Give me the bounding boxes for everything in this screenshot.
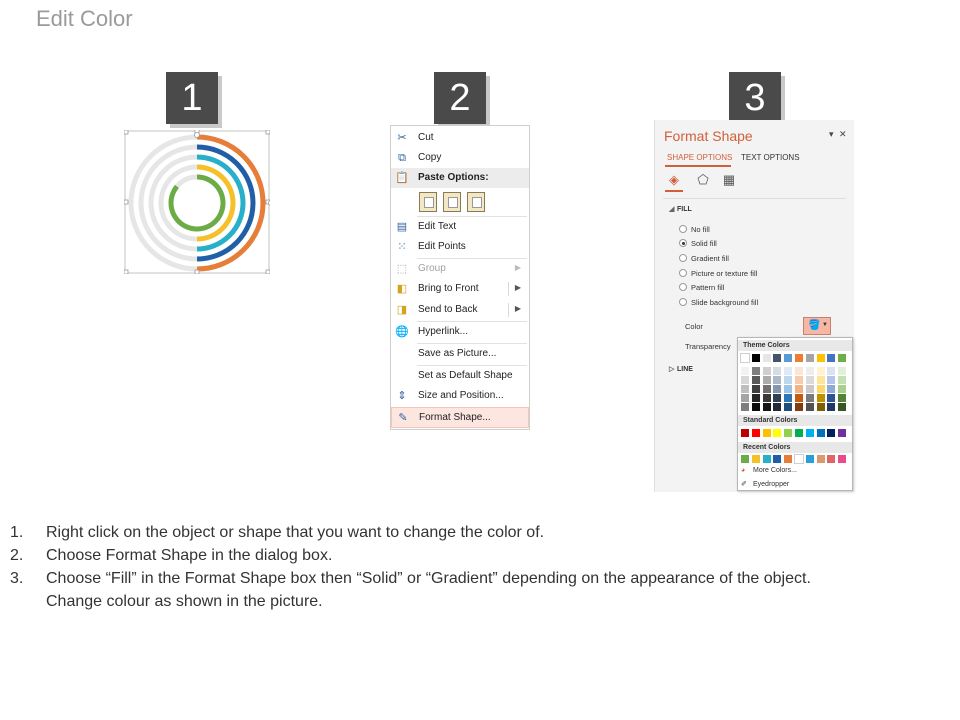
- theme-color-swatch[interactable]: [817, 354, 825, 362]
- theme-color-swatch[interactable]: [763, 354, 771, 362]
- handle-top-left: [124, 130, 128, 134]
- standard-color-swatch[interactable]: [752, 429, 760, 437]
- theme-shade-swatch[interactable]: [827, 403, 835, 411]
- paste-keep-formatting-icon[interactable]: [419, 192, 437, 212]
- theme-shade-swatch[interactable]: [795, 403, 803, 411]
- radio-button[interactable]: [679, 269, 687, 277]
- menu-item-bring-to-front[interactable]: [391, 279, 529, 299]
- color-picker-dropdown: [737, 337, 853, 491]
- radio-label: Pattern fill: [691, 283, 725, 292]
- theme-shade-swatch[interactable]: [827, 394, 835, 402]
- theme-shade-swatch[interactable]: [763, 385, 771, 393]
- radio-label: Slide background fill: [691, 298, 759, 307]
- standard-color-swatch[interactable]: [806, 429, 814, 437]
- menu-item-label: Set as Default Shape: [418, 370, 513, 381]
- step-badge-2: 2: [434, 72, 486, 124]
- theme-shade-swatch[interactable]: [827, 376, 835, 384]
- theme-shade-swatch[interactable]: [806, 376, 814, 384]
- theme-shade-swatch[interactable]: [763, 403, 771, 411]
- menu-item-hyperlink[interactable]: [391, 322, 529, 342]
- instruction-text: Right click on the object or shape that you want to change the color of.: [46, 524, 545, 541]
- recent-color-swatch[interactable]: [795, 455, 803, 463]
- theme-shade-swatch[interactable]: [795, 385, 803, 393]
- theme-shade-swatch[interactable]: [838, 403, 846, 411]
- menu-item-label: Format Shape...: [419, 412, 491, 423]
- page-title: Edit Color: [36, 6, 133, 31]
- ring-teal: [197, 157, 243, 249]
- theme-shade-swatch[interactable]: [817, 385, 825, 393]
- step-badge-3: 3: [729, 72, 781, 124]
- instructions-list: [10, 521, 950, 613]
- donut-graphic: [124, 130, 270, 274]
- eyedropper-icon: ✐: [741, 481, 747, 488]
- format-shape-icon: ✎: [398, 412, 408, 424]
- step-badge-1: 1: [166, 72, 218, 124]
- instruction-item: [10, 590, 950, 613]
- standard-color-swatch[interactable]: [773, 429, 781, 437]
- color-label: Color: [685, 322, 703, 331]
- line-section-header[interactable]: [669, 365, 693, 373]
- instruction-text: Choose Format Shape in the dialog box.: [46, 547, 333, 564]
- handle-top-right: [266, 130, 270, 134]
- theme-shade-swatch[interactable]: [763, 394, 771, 402]
- radio-label: Solid fill: [691, 239, 717, 248]
- menu-item-cut[interactable]: [391, 128, 529, 148]
- standard-color-swatch[interactable]: [795, 429, 803, 437]
- recent-color-swatch[interactable]: [838, 455, 846, 463]
- radio-button[interactable]: [679, 239, 687, 247]
- theme-shade-swatch[interactable]: [817, 367, 825, 375]
- instruction-item: [10, 544, 950, 567]
- theme-colors-header: Theme Colors: [738, 340, 852, 351]
- theme-color-swatch[interactable]: [838, 354, 846, 362]
- paste-picture-icon[interactable]: [467, 192, 485, 212]
- handle-bottom: [195, 270, 199, 274]
- theme-shade-swatch[interactable]: [817, 394, 825, 402]
- send-back-icon: ◨: [396, 304, 408, 316]
- selection-handles: [124, 130, 270, 274]
- theme-shade-swatch[interactable]: [741, 385, 749, 393]
- size-position-icon: ⇕: [397, 390, 407, 402]
- handle-bottom-right: [266, 270, 270, 274]
- theme-shade-swatch[interactable]: [784, 376, 792, 384]
- radio-button[interactable]: [679, 225, 687, 233]
- more-colors-link[interactable]: [741, 467, 797, 474]
- theme-shade-swatch[interactable]: [763, 367, 771, 375]
- menu-item-label: Send to Back: [418, 304, 478, 315]
- menu-item-edit-points[interactable]: [391, 237, 529, 257]
- theme-color-swatch[interactable]: [741, 354, 749, 362]
- submenu-arrow-icon: ▶: [514, 263, 521, 272]
- theme-shade-swatch[interactable]: [784, 403, 792, 411]
- fill-line-icon[interactable]: ◈: [669, 172, 679, 187]
- theme-shade-swatch[interactable]: [773, 394, 781, 402]
- recent-color-swatch[interactable]: [763, 455, 771, 463]
- standard-color-swatch[interactable]: [838, 429, 846, 437]
- menu-item-save-as-picture[interactable]: [391, 344, 529, 364]
- menu-item-label: Group: [418, 263, 446, 274]
- theme-color-swatch[interactable]: [773, 354, 781, 362]
- recent-color-swatch[interactable]: [784, 455, 792, 463]
- selected-donut-shape[interactable]: [124, 130, 270, 274]
- radio-label: No fill: [691, 225, 710, 234]
- radio-button[interactable]: [679, 283, 687, 291]
- handle-left: [124, 200, 128, 204]
- submenu-arrow-icon: ▶: [514, 283, 521, 292]
- theme-shade-swatch[interactable]: [763, 376, 771, 384]
- theme-shade-swatch[interactable]: [784, 394, 792, 402]
- menu-item-edit-text[interactable]: [391, 217, 529, 237]
- hyperlink-icon: 🌐: [395, 326, 409, 338]
- pane-options-dropdown-icon[interactable]: ▾: [829, 129, 834, 139]
- menu-item-group[interactable]: [391, 259, 529, 279]
- theme-shade-swatch[interactable]: [752, 394, 760, 402]
- menu-item-label: Cut: [418, 132, 434, 143]
- instruction-number: 3.: [10, 570, 24, 587]
- theme-shade-swatch[interactable]: [806, 367, 814, 375]
- menu-item-label: Save as Picture...: [418, 348, 497, 359]
- theme-color-swatch[interactable]: [806, 354, 814, 362]
- theme-shade-swatch[interactable]: [795, 376, 803, 384]
- theme-shade-swatch[interactable]: [838, 367, 846, 375]
- effects-icon[interactable]: ⬠: [697, 172, 709, 187]
- recent-color-swatch[interactable]: [827, 455, 835, 463]
- theme-shade-swatch[interactable]: [806, 385, 814, 393]
- theme-shade-swatch[interactable]: [752, 403, 760, 411]
- theme-shade-swatch[interactable]: [773, 376, 781, 384]
- menu-item-set-default-shape[interactable]: [391, 366, 529, 386]
- theme-shade-swatch[interactable]: [773, 403, 781, 411]
- standard-color-swatch[interactable]: [763, 429, 771, 437]
- recent-color-swatch[interactable]: [741, 455, 749, 463]
- paint-bucket-icon: 🪣: [808, 320, 821, 331]
- menu-item-size-position[interactable]: [391, 386, 529, 406]
- rotate-handle: [195, 133, 200, 138]
- recent-colors-header: Recent Colors: [738, 442, 852, 453]
- menu-item-copy[interactable]: [391, 148, 529, 168]
- menu-item-label: Paste Options:: [418, 172, 489, 183]
- theme-shade-swatch[interactable]: [752, 376, 760, 384]
- bring-front-icon: ◧: [396, 283, 408, 295]
- recent-color-swatch[interactable]: [806, 455, 814, 463]
- recent-color-swatch[interactable]: [773, 455, 781, 463]
- context-menu: [390, 125, 530, 430]
- theme-shade-swatch[interactable]: [784, 367, 792, 375]
- radio-label: Gradient fill: [691, 254, 729, 263]
- eyedropper-link[interactable]: [741, 480, 789, 488]
- standard-color-swatch[interactable]: [741, 429, 749, 437]
- theme-shade-swatch[interactable]: [817, 403, 825, 411]
- edit-points-icon: ⁙: [397, 241, 407, 253]
- menu-item-label: Bring to Front: [418, 283, 479, 294]
- theme-shade-swatch[interactable]: [838, 394, 846, 402]
- tab-text-options[interactable]: TEXT OPTIONS: [741, 153, 800, 162]
- standard-color-swatch[interactable]: [784, 429, 792, 437]
- theme-shade-swatch[interactable]: [817, 376, 825, 384]
- menu-heading-paste-options: [391, 168, 529, 188]
- transparency-label: Transparency: [685, 342, 731, 351]
- menu-item-label: Size and Position...: [418, 390, 504, 401]
- theme-shade-swatch[interactable]: [741, 376, 749, 384]
- theme-shade-swatch[interactable]: [806, 403, 814, 411]
- standard-colors-header: Standard Colors: [738, 415, 852, 426]
- copy-icon: ⧉: [398, 152, 406, 164]
- color-wheel-icon: ◕: [741, 467, 746, 474]
- recent-color-swatch[interactable]: [817, 455, 825, 463]
- theme-shade-swatch[interactable]: [741, 367, 749, 375]
- instruction-text: Change colour as shown in the picture.: [46, 593, 323, 610]
- theme-shade-swatch[interactable]: [806, 394, 814, 402]
- color-dropdown-button[interactable]: [803, 317, 831, 335]
- link-label: More Colors...: [753, 467, 797, 474]
- instruction-number: 2.: [10, 547, 24, 564]
- adjust-handle: [269, 201, 271, 206]
- theme-shade-swatch[interactable]: [773, 385, 781, 393]
- pane-title: Format Shape: [664, 128, 753, 144]
- tab-shape-options[interactable]: SHAPE OPTIONS: [667, 153, 733, 162]
- section-label: FILL: [677, 206, 692, 213]
- standard-color-swatch[interactable]: [827, 429, 835, 437]
- theme-shade-swatch[interactable]: [795, 394, 803, 402]
- theme-shade-swatch[interactable]: [741, 394, 749, 402]
- paste-icon: 📋: [395, 172, 409, 184]
- instruction-item: [10, 567, 950, 590]
- section-label: LINE: [677, 366, 693, 373]
- menu-item-label: Hyperlink...: [418, 326, 469, 337]
- instruction-text: Choose “Fill” in the Format Shape box then “Solid” or “Gradient” depending on the appearance of the object.: [46, 570, 811, 587]
- collapse-triangle-icon: ◢: [669, 206, 675, 213]
- instruction-number: 1.: [10, 524, 24, 541]
- menu-item-label: Edit Points: [418, 241, 466, 252]
- theme-shade-swatch[interactable]: [838, 376, 846, 384]
- theme-shade-swatch[interactable]: [784, 385, 792, 393]
- menu-item-label: Copy: [418, 152, 442, 163]
- standard-color-swatch[interactable]: [817, 429, 825, 437]
- radio-button[interactable]: [679, 298, 687, 306]
- theme-color-swatch[interactable]: [795, 354, 803, 362]
- donut-rings: [131, 137, 263, 269]
- close-icon[interactable]: ✕: [839, 129, 847, 139]
- chevron-down-icon: ▼: [822, 322, 828, 328]
- menu-item-send-to-back[interactable]: [391, 300, 529, 320]
- theme-shade-swatch[interactable]: [827, 385, 835, 393]
- submenu-arrow-icon: ▶: [514, 304, 521, 313]
- expand-triangle-icon: ▷: [669, 366, 675, 373]
- theme-color-swatch[interactable]: [752, 354, 760, 362]
- link-label: Eyedropper: [753, 481, 790, 488]
- edit-text-icon: ▤: [396, 221, 408, 233]
- radio-button[interactable]: [679, 254, 687, 262]
- fill-section-header[interactable]: [669, 205, 692, 213]
- theme-shade-swatch[interactable]: [752, 367, 760, 375]
- scissors-icon: ✂: [397, 132, 407, 144]
- theme-shade-swatch[interactable]: [741, 403, 749, 411]
- selection-frame: [125, 131, 269, 273]
- recent-color-swatch[interactable]: [752, 455, 760, 463]
- paste-options-row: [417, 189, 517, 215]
- size-properties-icon[interactable]: ▦: [722, 172, 736, 187]
- theme-shade-swatch[interactable]: [752, 385, 760, 393]
- radio-label: Picture or texture fill: [691, 269, 758, 278]
- theme-shade-swatch[interactable]: [773, 367, 781, 375]
- menu-item-format-shape[interactable]: [391, 407, 529, 428]
- handle-bottom-left: [124, 270, 128, 274]
- theme-shade-swatch[interactable]: [795, 367, 803, 375]
- paste-destination-theme-icon[interactable]: [443, 192, 461, 212]
- theme-color-swatch[interactable]: [827, 354, 835, 362]
- theme-shade-swatch[interactable]: [827, 367, 835, 375]
- theme-shade-swatch[interactable]: [838, 385, 846, 393]
- instruction-item: [10, 521, 950, 544]
- group-icon: ⬚: [396, 263, 408, 275]
- menu-item-label: Edit Text: [418, 221, 457, 232]
- theme-color-swatch[interactable]: [784, 354, 792, 362]
